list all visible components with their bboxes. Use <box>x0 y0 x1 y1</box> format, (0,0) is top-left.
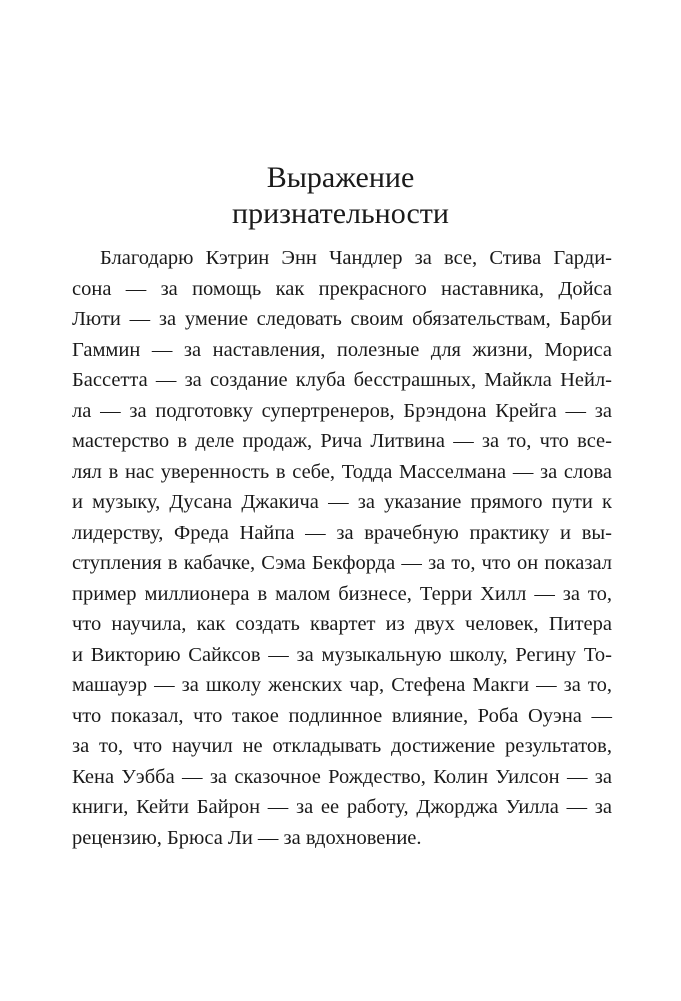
paragraph-line: и Викторию Сайксов — за музыкальную школу, Регину То- <box>72 643 612 666</box>
paragraph-line: что научила, как создать квартет из двух человек, Питера <box>72 613 612 635</box>
paragraph-line: пример миллионера в малом бизнесе, Терри Хилл — за то, <box>72 582 612 605</box>
page-title-line-1: Выражение <box>266 161 415 194</box>
paragraph-line: за то, что научил не откладывать достижение результатов, <box>72 735 612 757</box>
paragraph-line: Благодарю Кэтрин Энн Чандлер за все, Стива Гарди- <box>100 247 612 269</box>
page-title-line-2: признательности <box>232 197 449 230</box>
paragraph-line: ступления в кабачке, Сэма Бекфорда — за то, что он показал <box>72 552 612 574</box>
paragraph-line: лидерству, Фреда Найпа — за врачебную практику и вы- <box>72 521 612 544</box>
acknowledgements-paragraph <box>72 243 612 853</box>
paragraph-line: книги, Кейти Байрон — за ее работу, Джорджа Уилла — за <box>72 796 612 818</box>
paragraph-line: мастерство в деле продаж, Рича Литвина — за то, что все- <box>72 430 612 452</box>
paragraph-line: что показал, что такое подлинное влияние, Роба Оуэна — <box>72 704 612 727</box>
paragraph-line: ла — за подготовку супертренеров, Брэндона Крейга — за <box>72 399 612 422</box>
paragraph-line: машауэр — за школу женских чар, Стефена Макги — за то, <box>72 674 612 696</box>
paragraph-line: рецензию, Брюса Ли — за вдохновение. <box>72 826 422 849</box>
paragraph-line: и музыку, Дусана Джакича — за указание прямого пути к <box>72 491 612 513</box>
paragraph-line: Люти — за умение следовать своим обязательствам, Барби <box>72 308 612 330</box>
paragraph-line: Гаммин — за наставления, полезные для жизни, Мориса <box>72 338 612 361</box>
paragraph-line: лял в нас уверенность в себе, Тодда Масселмана — за слова <box>72 460 612 483</box>
paragraph-line: сона — за помощь как прекрасного наставника, Дойса <box>72 277 612 300</box>
paragraph-line: Бассетта — за создание клуба бесстрашных, Майкла Нейл- <box>72 369 612 391</box>
paragraph-line: Кена Уэбба — за сказочное Рождество, Колин Уилсон — за <box>72 765 612 788</box>
